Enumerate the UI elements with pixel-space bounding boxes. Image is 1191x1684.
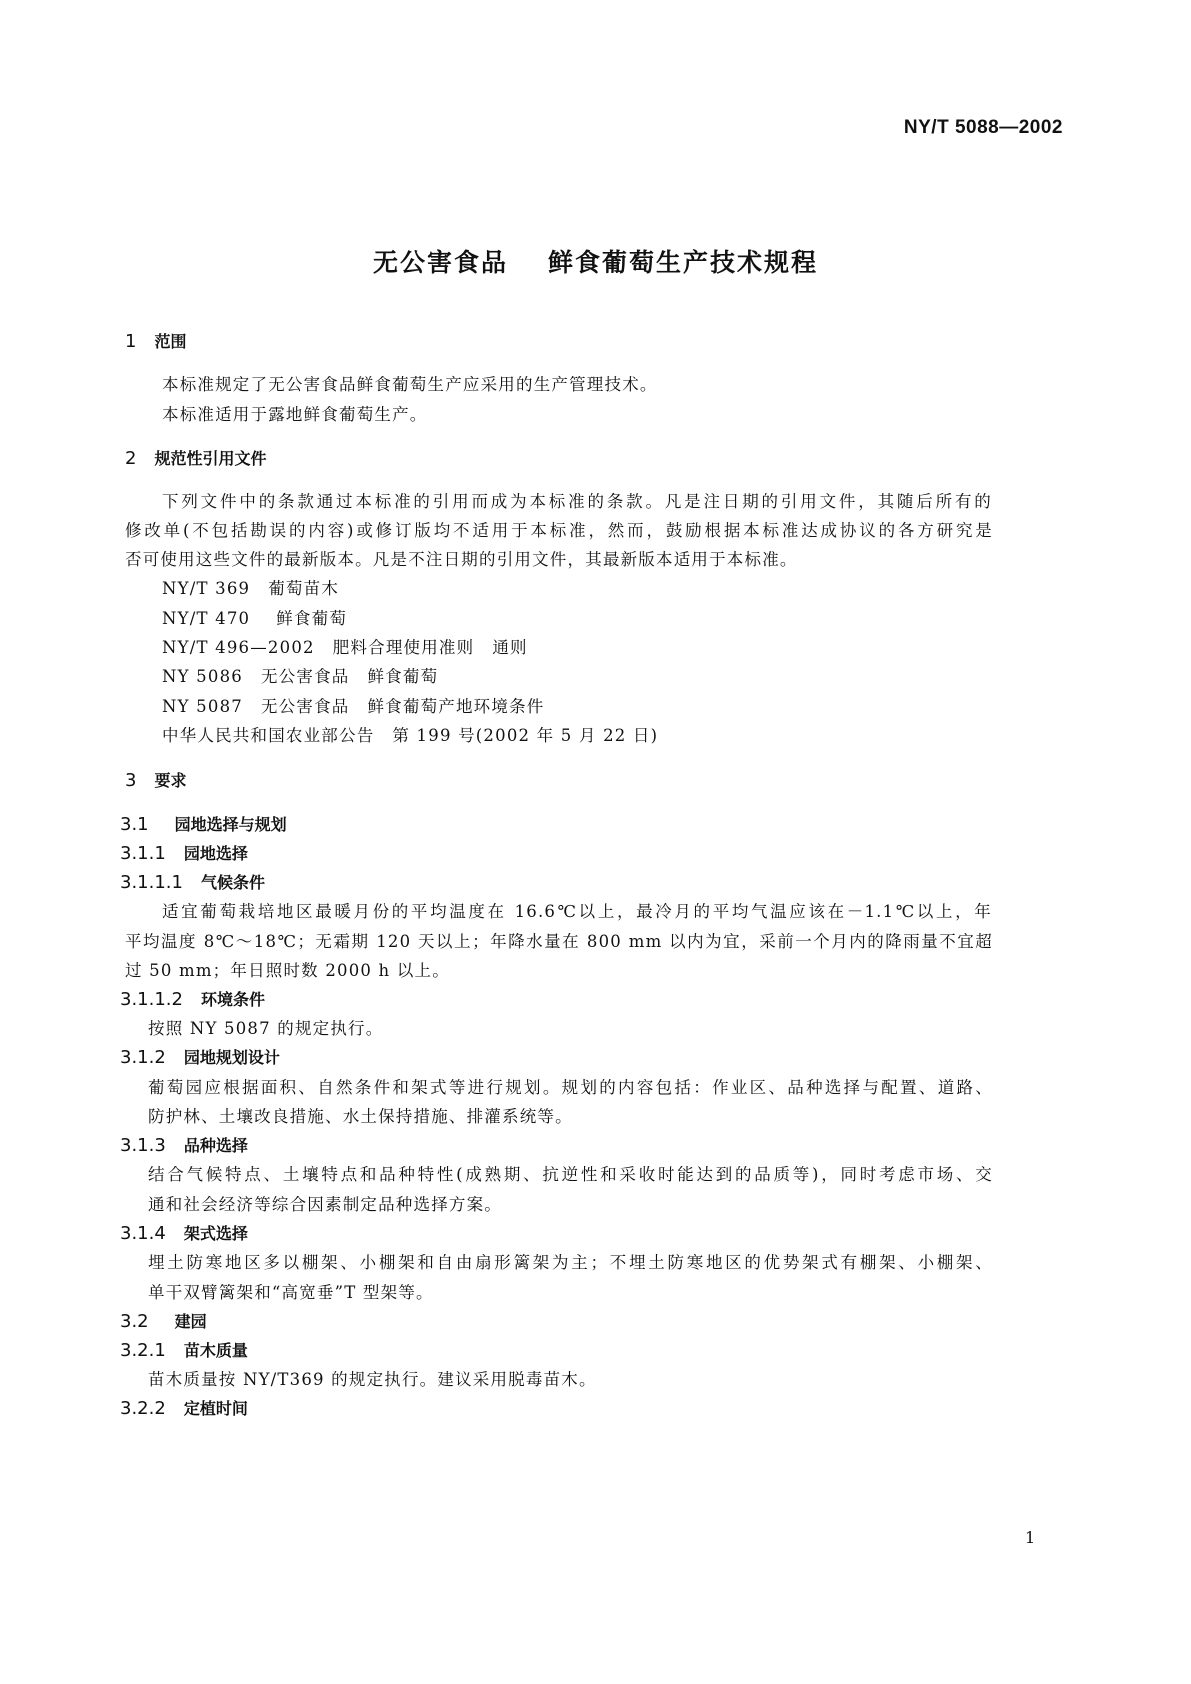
paragraph-line: 适宜葡萄栽培地区最暖月份的平均温度在 16.6℃以上，最冷月的平均气温应该在－1.1℃以上，年 [162,902,992,921]
section-heading: 2 规范性引用文件 [125,448,267,469]
paragraph-line: 平均温度 8℃～18℃；无霜期 120 天以上；年降水量在 800 mm 以内为宜，采前一个月内的降雨量不宜超 [125,932,993,951]
paragraph-line: 埋土防寒地区多以棚架、小棚架和自由扇形篱架为主；不埋土防寒地区的优势架式有棚架、小棚架、 [148,1253,993,1272]
subsection-heading: 3.2 建园 [120,1311,207,1332]
paragraph-line: 修改单(不包括勘误的内容)或修订版均不适用于本标准，然而，鼓励根据本标准达成协议的各方研究是 [125,521,993,540]
paragraph-line: 通和社会经济等综合因素制定品种选择方案。 [148,1195,502,1214]
reference-item: NY 5086 无公害食品 鲜食葡萄 [162,667,439,686]
subsection-heading: 3.1.4 架式选择 [120,1223,248,1244]
paragraph-line: 本标准规定了无公害食品鲜食葡萄生产应采用的生产管理技术。 [162,375,658,394]
paragraph-line: 按照 NY 5087 的规定执行。 [148,1019,384,1038]
paragraph-line: 本标准适用于露地鲜食葡萄生产。 [162,405,428,424]
paragraph-line: 否可使用这些文件的最新版本。凡是不注日期的引用文件，其最新版本适用于本标准。 [125,550,798,569]
paragraph-line: 下列文件中的条款通过本标准的引用而成为本标准的条款。凡是注日期的引用文件，其随后所有的 [162,492,992,511]
subsection-heading: 3.1.2 园地规划设计 [120,1047,280,1068]
subsection-heading: 3.1.1 园地选择 [120,843,248,864]
paragraph-line: 结合气候特点、土壤特点和品种特性(成熟期、抗逆性和采收时能达到的品质等)，同时考虑市场、交 [148,1165,993,1184]
section-heading: 1 范围 [125,331,187,352]
reference-item: 中华人民共和国农业部公告 第 199 号(2002 年 5 月 22 日) [162,726,659,745]
reference-item: NY 5087 无公害食品 鲜食葡萄产地环境条件 [162,697,545,716]
subsection-heading: 3.2.2 定植时间 [120,1398,248,1419]
title-part-1: 无公害食品 [372,248,508,277]
paragraph-line: 单干双臂篱架和“高宽垂”T 型架等。 [148,1283,434,1302]
subsection-heading: 3.2.1 苗木质量 [120,1340,248,1361]
reference-item: NY/T 470 鲜食葡萄 [162,609,348,628]
reference-item: NY/T 369 葡萄苗木 [162,579,340,598]
subsection-heading: 3.1.1.1 气候条件 [120,872,265,893]
section-heading: 3 要求 [125,770,187,791]
reference-item: NY/T 496—2002 肥料合理使用准则 通则 [162,638,528,657]
paragraph-line: 苗木质量按 NY/T369 的规定执行。建议采用脱毒苗木。 [148,1370,597,1389]
document-title [0,243,1191,279]
title-part-2: 鲜食葡萄生产技术规程 [548,248,819,277]
paragraph-line: 葡萄园应根据面积、自然条件和架式等进行规划。规划的内容包括：作业区、品种选择与配置、道路、 [148,1078,993,1097]
subsection-heading: 3.1.1.2 环境条件 [120,989,265,1010]
paragraph-line: 防护林、土壤改良措施、水土保持措施、排灌系统等。 [148,1107,573,1126]
standard-code: NY/T 5088—2002 [903,117,1063,138]
page-number: 1 [1025,1528,1036,1547]
subsection-heading: 3.1.3 品种选择 [120,1135,248,1156]
paragraph-line: 过 50 mm；年日照时数 2000 h 以上。 [125,961,450,980]
subsection-heading: 3.1 园地选择与规划 [120,814,287,835]
